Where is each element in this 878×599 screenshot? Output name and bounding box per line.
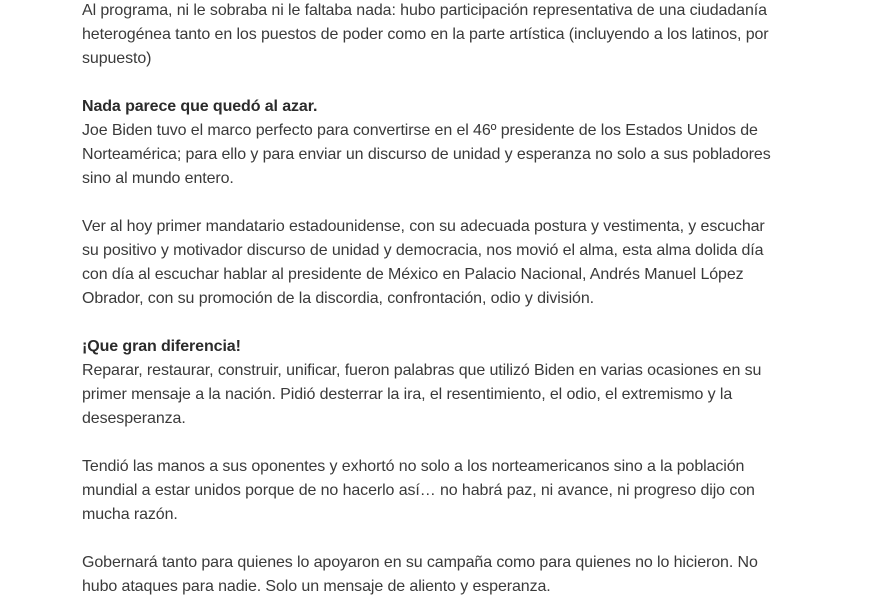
paragraph-text: Joe Biden tuvo el marco perfecto para convertirse en el 46º presidente de los Estados Unidos de Norteamérica; para ello y para enviar un discurso de unidad y esperanza no solo a sus pobladores sino al mundo entero. (82, 122, 771, 187)
article-paragraph (82, 551, 782, 599)
article-body (82, 0, 782, 599)
paragraph-text: Tendió las manos a sus oponentes y exhortó no solo a los norteamericanos sino a la población mundial a estar unidos porque de no hacerlo así… no habrá paz, ni avance, ni progreso dijo con mucha razón. (82, 458, 755, 523)
paragraph-text: Gobernará tanto para quienes lo apoyaron en su campaña como para quienes no lo hicieron. No hubo ataques para nadie. Solo un mensaje de aliento y esperanza. (82, 554, 758, 595)
paragraph-text: Ver al hoy primer mandatario estadounidense, con su adecuada postura y vestimenta, y escuchar su positivo y motivador discurso de unidad y democracia, nos movió el alma, esta alma dolida día con día al escuchar hablar al presidente de México en Palacio Nacional, Andrés Manuel López Obrador, con su promoción de la discordia, confrontación, odio y división. (82, 218, 765, 307)
paragraph-heading: Nada parece que quedó al azar. (82, 98, 318, 115)
article-paragraph (82, 95, 782, 191)
paragraph-text: Reparar, restaurar, construir, unificar, fueron palabras que utilizó Biden en varias ocasiones en su primer mensaje a la nación. Pidió desterrar la ira, el resentimiento, el odio, el extremismo y la desesperanza. (82, 362, 762, 427)
article-paragraph (82, 0, 782, 71)
paragraph-text: Al programa, ni le sobraba ni le faltaba nada: hubo participación representativa de una ciudadanía heterogénea tanto en los puestos de poder como en la parte artística (incluyendo a los latinos, por supuesto) (82, 2, 769, 67)
article-paragraph (82, 455, 782, 527)
paragraph-heading: ¡Que gran diferencia! (82, 338, 241, 355)
article-paragraph (82, 335, 782, 431)
article-paragraph (82, 215, 782, 311)
